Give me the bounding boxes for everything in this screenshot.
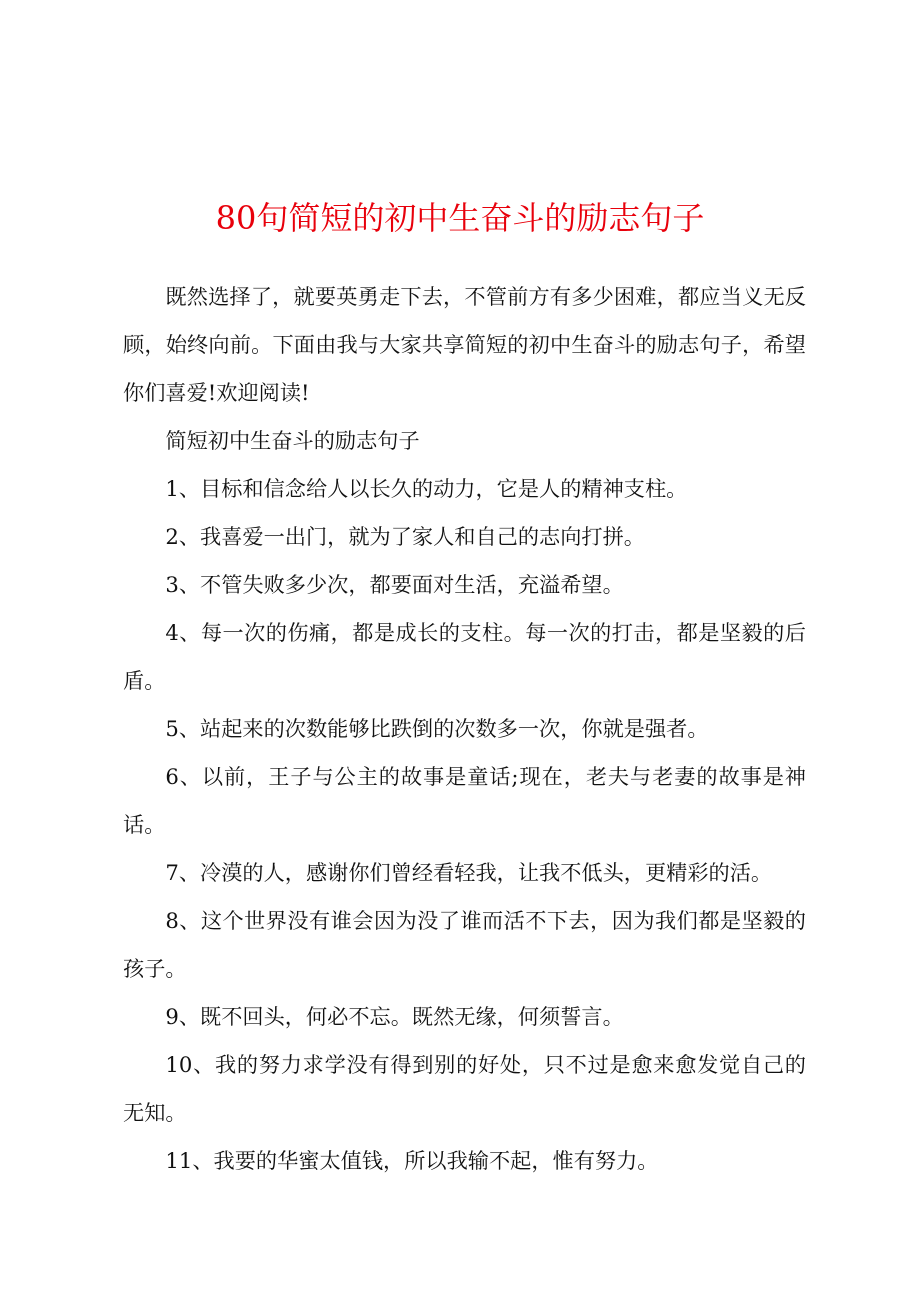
list-item: 1、目标和信念给人以长久的动力，它是人的精神支柱。 [165,476,688,501]
intro-paragraph: 既然选择了，就要英勇走下去，不管前方有多少困难，都应当义无反顾，始终向前。下面由我与大家共享简短的初中生奋斗的励志句子，希望你们喜爱!欢迎阅读! [123,284,806,405]
section-heading: 简短初中生奋斗的励志句子 [165,428,420,453]
list-item: 6、以前，王子与公主的故事是童话;现在，老夫与老妻的故事是神话。 [123,764,806,837]
list-item: 7、冷漠的人，感谢你们曾经看轻我，让我不低头，更精彩的活。 [165,860,773,885]
list-item: 3、不管失败多少次，都要面对生活，充溢希望。 [165,572,624,597]
list-item: 9、既不回头，何必不忘。既然无缘，何须誓言。 [165,1004,624,1029]
list-item: 8、这个世界没有谁会因为没了谁而活不下去，因为我们都是坚毅的孩子。 [123,908,806,981]
list-item: 10、我的努力求学没有得到别的好处，只不过是愈来愈发觉自己的无知。 [123,1052,806,1125]
list-item: 4、每一次的伤痛，都是成长的支柱。每一次的打击，都是坚毅的后盾。 [123,620,806,693]
document-title: 80句简短的初中生奋斗的励志句子 [215,199,705,237]
list-item: 5、站起来的次数能够比跌倒的次数多一次，你就是强者。 [165,716,709,741]
document-body [123,273,806,1185]
list-item: 11、我要的华蜜太值钱，所以我输不起，惟有努力。 [165,1148,659,1173]
list-item: 2、我喜爱一出门，就为了家人和自己的志向打拼。 [165,524,645,549]
